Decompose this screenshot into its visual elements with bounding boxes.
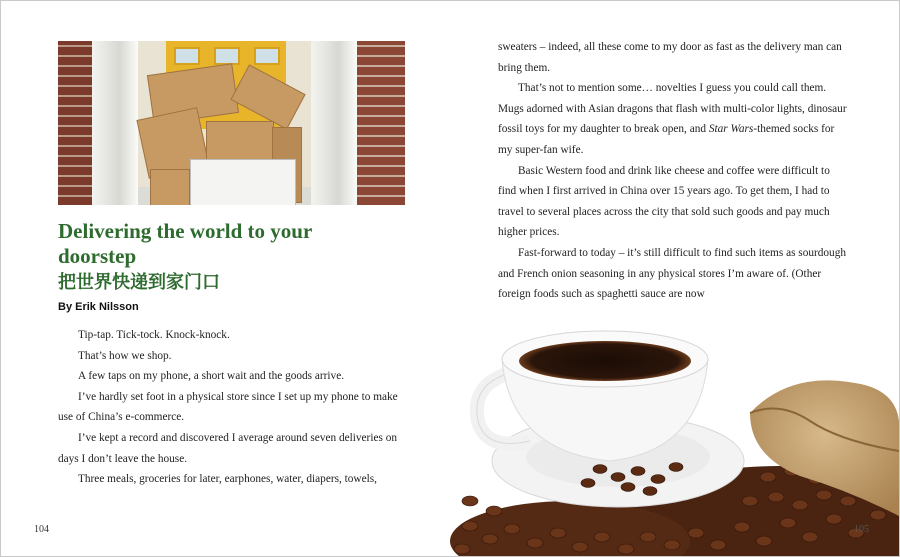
- white-box: [190, 159, 296, 205]
- right-body-text: [498, 37, 850, 305]
- right-page: [450, 1, 899, 556]
- paragraph: Fast-forward to today – it’s still difficult to find such items as sourdough and French onion seasoning in any physical stores I’m aware of. (Other foreign foods such as spaghetti sauce are now: [498, 246, 846, 301]
- door-window: [174, 47, 200, 65]
- paragraph: I’ve hardly set foot in a physical store since I set up my phone to make use of China’s e-commerce.: [58, 390, 398, 424]
- brick-wall-left: [58, 41, 92, 205]
- page-number-left: 104: [34, 524, 49, 535]
- paragraph: Tip-tap. Tick-tock. Knock-knock.: [78, 329, 230, 341]
- coffee-surface: [519, 341, 691, 381]
- paragraph-text: -themed socks for my super-fan wife.: [498, 123, 835, 156]
- doorstep-packages-photo: [58, 41, 405, 205]
- page-number-right: 105: [854, 524, 869, 535]
- paragraph: A few taps on my phone, a short wait and the goods arrive.: [78, 370, 345, 383]
- paragraph: That’s how we shop.: [78, 349, 172, 362]
- paragraph: sweaters – indeed, all these come to my door as fast as the delivery man can bring them.: [498, 41, 842, 74]
- door-window: [214, 47, 240, 65]
- paragraph-text: That’s not to mention some… novelties I guess you could call them. Mugs adorned with Asian dragons that flash with multi-color lights, dinosaur fossil toys for my daughter to break open, and: [498, 82, 847, 136]
- byline: By Erik Nilsson: [58, 301, 139, 313]
- article-title: Delivering the world to your doorstep: [58, 219, 312, 268]
- article-title-chinese: 把世界快递到家门口: [58, 272, 220, 293]
- brick-wall-right: [357, 41, 405, 205]
- paragraph: [498, 78, 850, 160]
- italic-title: Star Wars: [708, 123, 754, 136]
- coffee-cup-photo: [450, 301, 899, 556]
- white-pillar-right: [311, 41, 357, 205]
- left-page: [1, 1, 450, 556]
- left-body-text: [58, 325, 410, 490]
- paragraph: Basic Western food and drink like cheese and coffee were difficult to find when I first arrived in China over 15 years ago. To get them, I had to travel to several places across the city that sold such goods and pay much higher prices.: [498, 164, 830, 239]
- paragraph: I’ve kept a record and discovered I average around seven deliveries on days I don’t leave the house.: [58, 431, 397, 465]
- paragraph: Three meals, groceries for later, earphones, water, diapers, towels,: [78, 473, 377, 486]
- white-pillar-left: [92, 41, 138, 205]
- cardboard-box: [150, 169, 190, 205]
- door-window: [254, 47, 280, 65]
